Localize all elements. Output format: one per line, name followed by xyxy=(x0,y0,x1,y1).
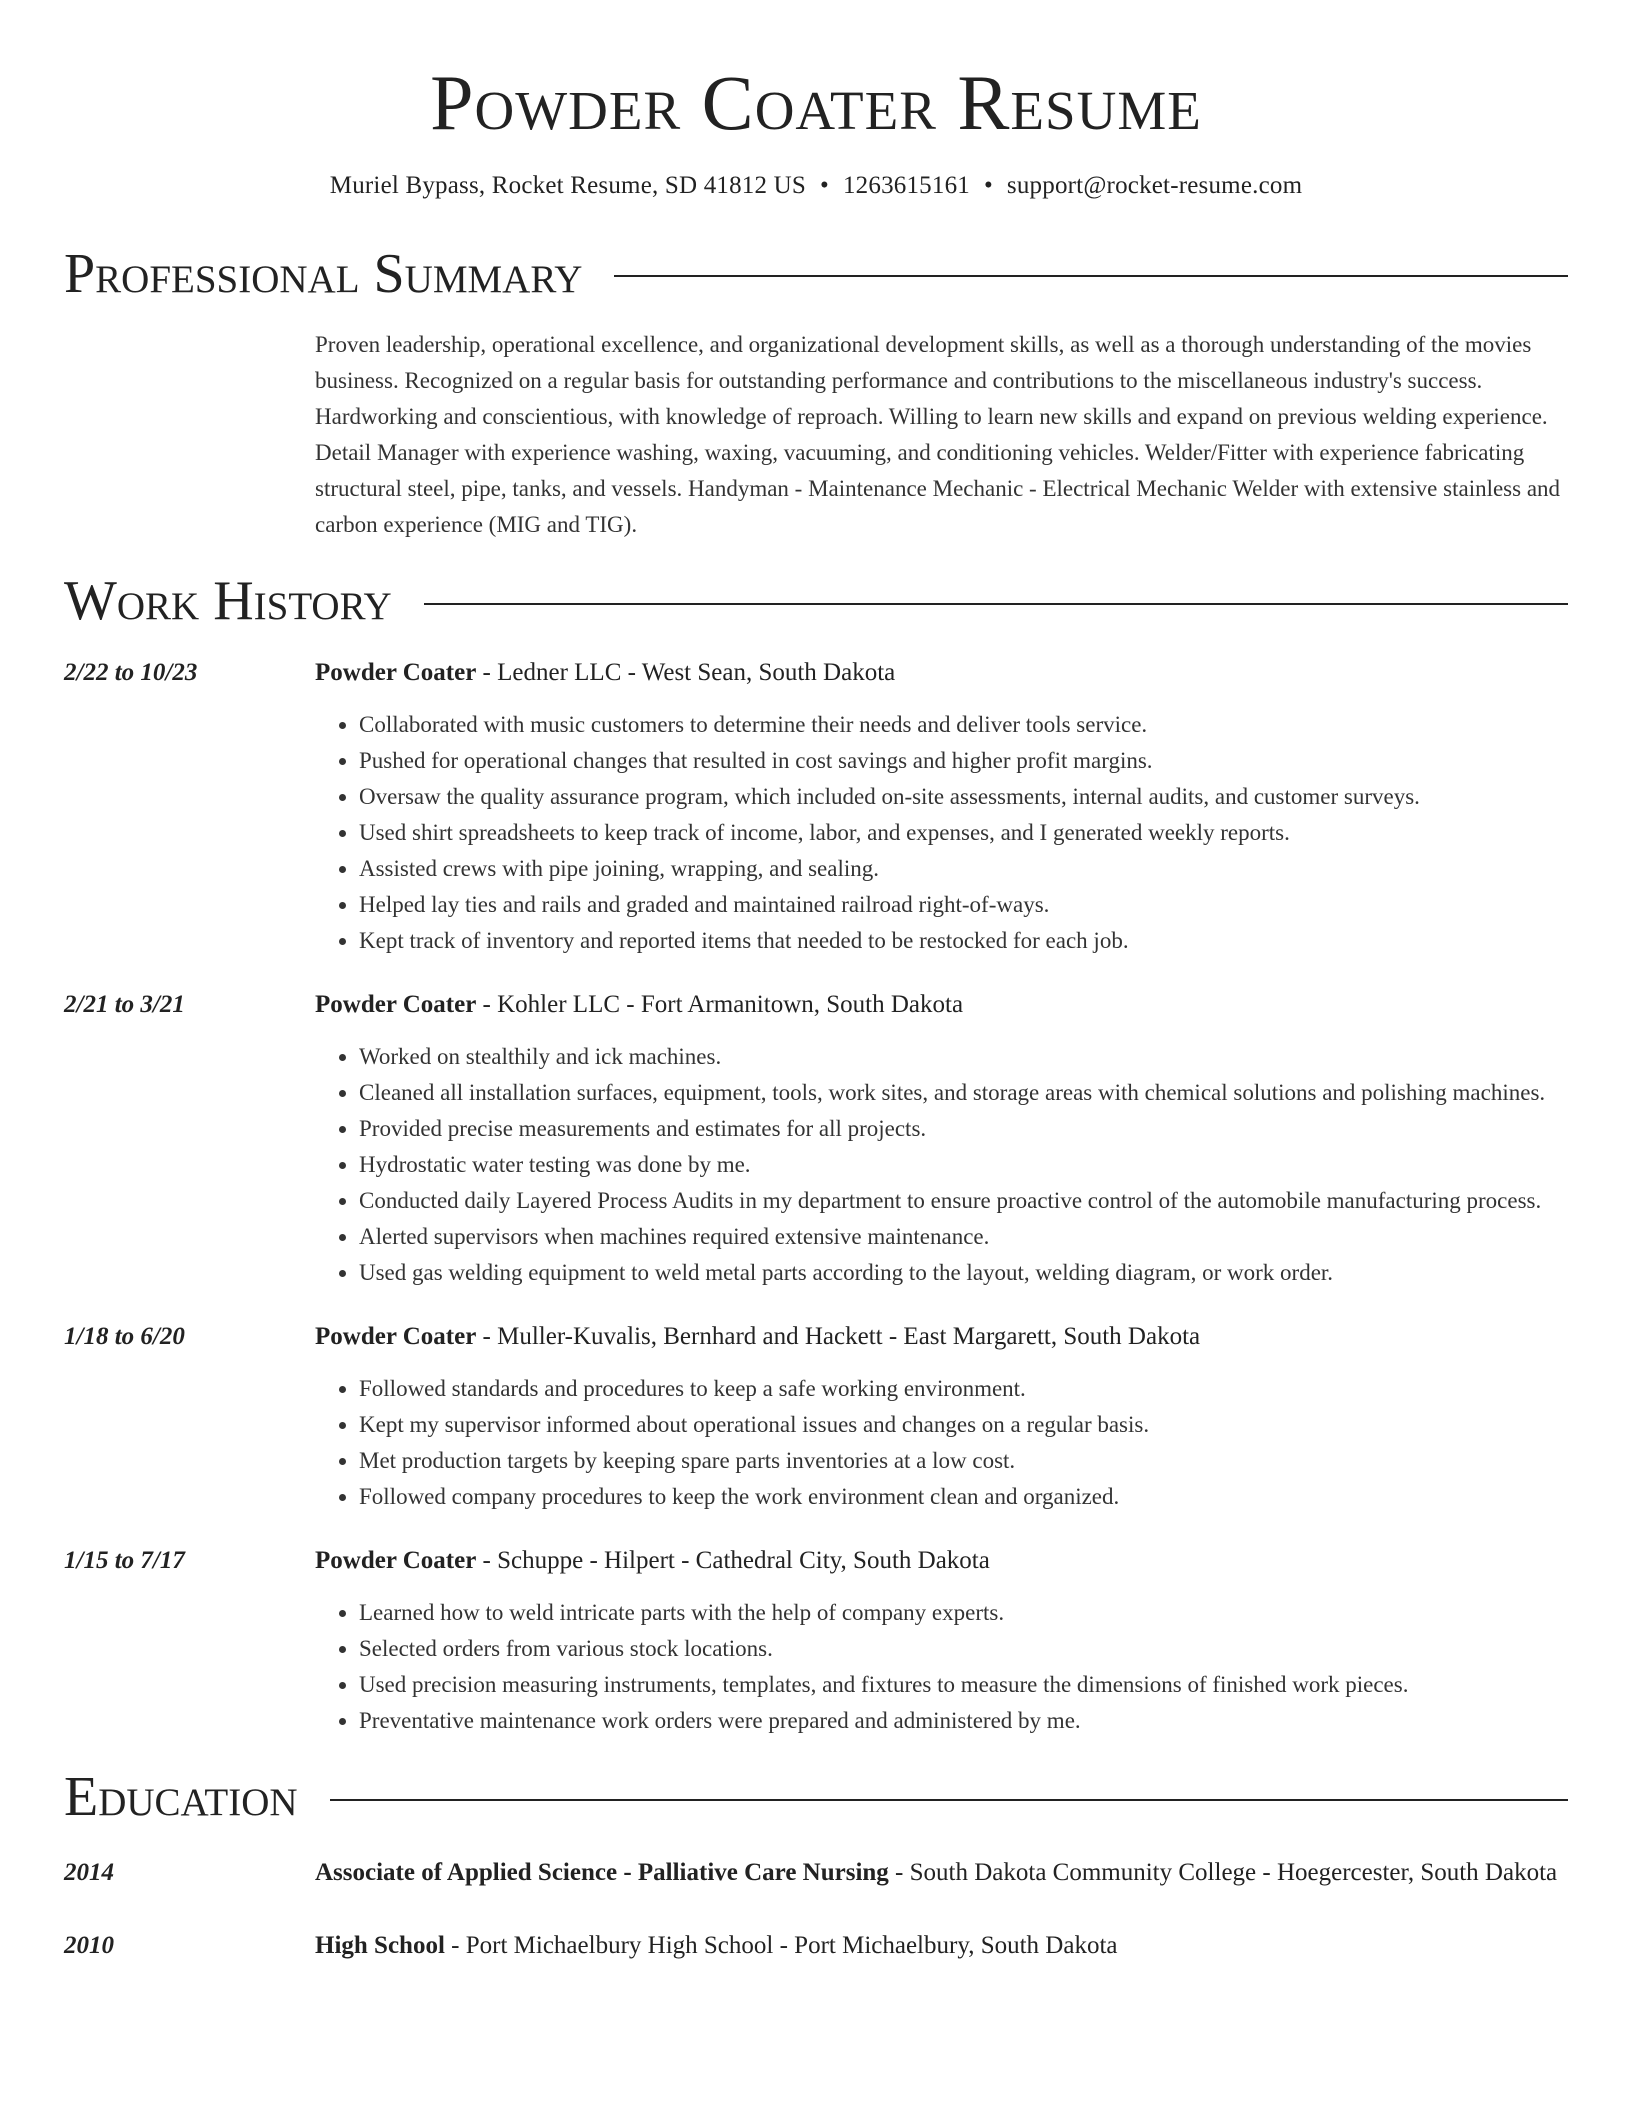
job-bullet: • Alerted supervisors when machines required extensive maintenance. xyxy=(359,1219,1568,1255)
job-headline xyxy=(315,655,1568,691)
job-bullet: • Hydrostatic water testing was done by me. xyxy=(359,1147,1568,1183)
job-bullet: • Followed standards and procedures to keep a safe working environment. xyxy=(359,1371,1568,1407)
job-headline xyxy=(315,1543,1568,1579)
section-divider xyxy=(330,1799,1568,1801)
job-dates: 1/18 to 6/20 xyxy=(64,1322,185,1350)
job-entry xyxy=(64,1319,1568,1515)
job-entry xyxy=(64,1543,1568,1739)
job-role: Powder Coater xyxy=(315,658,477,686)
education-year: 2010 xyxy=(64,1932,114,1960)
education-details: - South Dakota Community College - Hoegercester, South Dakota xyxy=(888,1859,1558,1887)
contact-line xyxy=(64,172,1568,200)
job-bullet: • Kept my supervisor informed about operational issues and changes on a regular basis. xyxy=(359,1407,1568,1443)
job-bullet: • Provided precise measurements and estimates for all projects. xyxy=(359,1111,1568,1147)
summary-heading: Professional Summary xyxy=(64,242,583,305)
work-heading: Work History xyxy=(64,570,392,633)
job-role: Powder Coater xyxy=(315,1322,477,1350)
job-bullet: • Kept track of inventory and reported items that needed to be restocked for each job. xyxy=(359,923,1568,959)
resume-title: Powder Coater Resume xyxy=(430,59,1202,146)
job-bullet: • Used precision measuring instruments, templates, and fixtures to measure the dimensions of finished work pieces. xyxy=(359,1667,1568,1703)
job-body xyxy=(315,655,1568,959)
job-bullet: • Pushed for operational changes that resulted in cost savings and higher profit margins. xyxy=(359,743,1568,779)
job-dates: 2/21 to 3/21 xyxy=(64,990,185,1018)
education-section-header xyxy=(64,1767,1568,1829)
job-bullet: • Preventative maintenance work orders were prepared and administered by me. xyxy=(359,1703,1568,1739)
job-bullet: • Met production targets by keeping spare parts inventories at a low cost. xyxy=(359,1443,1568,1479)
job-bullet: • Used gas welding equipment to weld metal parts according to the layout, welding diagram, or work order. xyxy=(359,1255,1568,1291)
contact-separator: • xyxy=(820,171,829,199)
section-divider xyxy=(424,603,1568,605)
job-body xyxy=(315,1319,1568,1515)
job-headline xyxy=(315,987,1568,1023)
job-bullets xyxy=(315,1595,1568,1739)
job-bullet: • Assisted crews with pipe joining, wrapping, and sealing. xyxy=(359,851,1568,887)
job-entry xyxy=(64,655,1568,959)
education-degree: High School xyxy=(315,1932,445,1960)
job-bullet: • Cleaned all installation surfaces, equipment, tools, work sites, and storage areas with chemical solutions and polishing machines. xyxy=(359,1075,1568,1111)
job-bullet: • Conducted daily Layered Process Audits in my department to ensure proactive control of the automobile manufacturing process. xyxy=(359,1183,1568,1219)
section-divider xyxy=(614,275,1568,277)
education-body xyxy=(315,1927,1568,1964)
job-bullet: • Selected orders from various stock locations. xyxy=(359,1631,1568,1667)
job-role: Powder Coater xyxy=(315,1546,477,1574)
job-entry xyxy=(64,987,1568,1291)
job-role: Powder Coater xyxy=(315,990,477,1018)
job-bullet: • Oversaw the quality assurance program, which included on-site assessments, internal audits, and customer surveys. xyxy=(359,779,1568,815)
summary-text: Proven leadership, operational excellence, and organizational development skills, as well as a thorough understanding of the movies business. Recognized on a regular basis for outstanding performance and contributions to the miscellaneous industry's success. Hardworking and conscientious, with knowledge of reproach. Willing to learn new skills and expand on previous welding experience. Detail Manager with experience washing, waxing, vacuuming, and conditioning vehicles. Welder/Fitter with experience fabricating structural steel, pipe, tanks, and vessels. Handyman - Maintenance Mechanic - Electrical Mechanic Welder with extensive stainless and carbon experience (MIG and TIG). xyxy=(315,332,1561,538)
contact-address: Muriel Bypass, Rocket Resume, SD 41812 US xyxy=(329,171,807,199)
education-heading: Education xyxy=(64,1765,298,1828)
work-section-header xyxy=(64,571,1568,633)
job-body xyxy=(315,1543,1568,1739)
job-body xyxy=(315,987,1568,1291)
job-details: - Ledner LLC - West Sean, South Dakota xyxy=(476,658,896,686)
education-details: - Port Michaelbury High School - Port Michaelbury, South Dakota xyxy=(444,1932,1118,1960)
job-bullets xyxy=(315,1371,1568,1515)
job-bullet: • Collaborated with music customers to determine their needs and deliver tools service. xyxy=(359,707,1568,743)
job-bullet: • Used shirt spreadsheets to keep track of income, labor, and expenses, and I generated weekly reports. xyxy=(359,815,1568,851)
job-details: - Muller-Kuvalis, Bernhard and Hackett - East Margarett, South Dakota xyxy=(476,1322,1201,1350)
job-details: - Kohler LLC - Fort Armanitown, South Dakota xyxy=(476,990,964,1018)
job-bullet: • Worked on stealthily and ick machines. xyxy=(359,1039,1568,1075)
job-headline xyxy=(315,1319,1568,1355)
job-dates: 1/15 to 7/17 xyxy=(64,1546,185,1574)
job-bullet: • Followed company procedures to keep the work environment clean and organized. xyxy=(359,1479,1568,1515)
resume-page xyxy=(64,0,1568,1964)
education-year: 2014 xyxy=(64,1859,114,1887)
education-entry xyxy=(64,1927,1568,1964)
education-body xyxy=(315,1854,1568,1891)
summary-section-header xyxy=(64,244,1568,306)
contact-separator: • xyxy=(983,171,993,199)
job-details: - Schuppe - Hilpert - Cathedral City, South Dakota xyxy=(476,1546,990,1574)
job-bullet: • Learned how to weld intricate parts with the help of company experts. xyxy=(359,1595,1568,1631)
job-dates: 2/22 to 10/23 xyxy=(64,658,198,686)
job-bullets xyxy=(315,707,1568,959)
job-bullets xyxy=(315,1039,1568,1291)
job-bullet: • Helped lay ties and rails and graded and maintained railroad right-of-ways. xyxy=(359,887,1568,923)
education-entry xyxy=(64,1854,1568,1891)
contact-email: support@rocket-resume.com xyxy=(1006,171,1303,199)
contact-phone: 1263615161 xyxy=(842,171,970,199)
education-degree: Associate of Applied Science - Palliative Care Nursing xyxy=(315,1859,889,1887)
